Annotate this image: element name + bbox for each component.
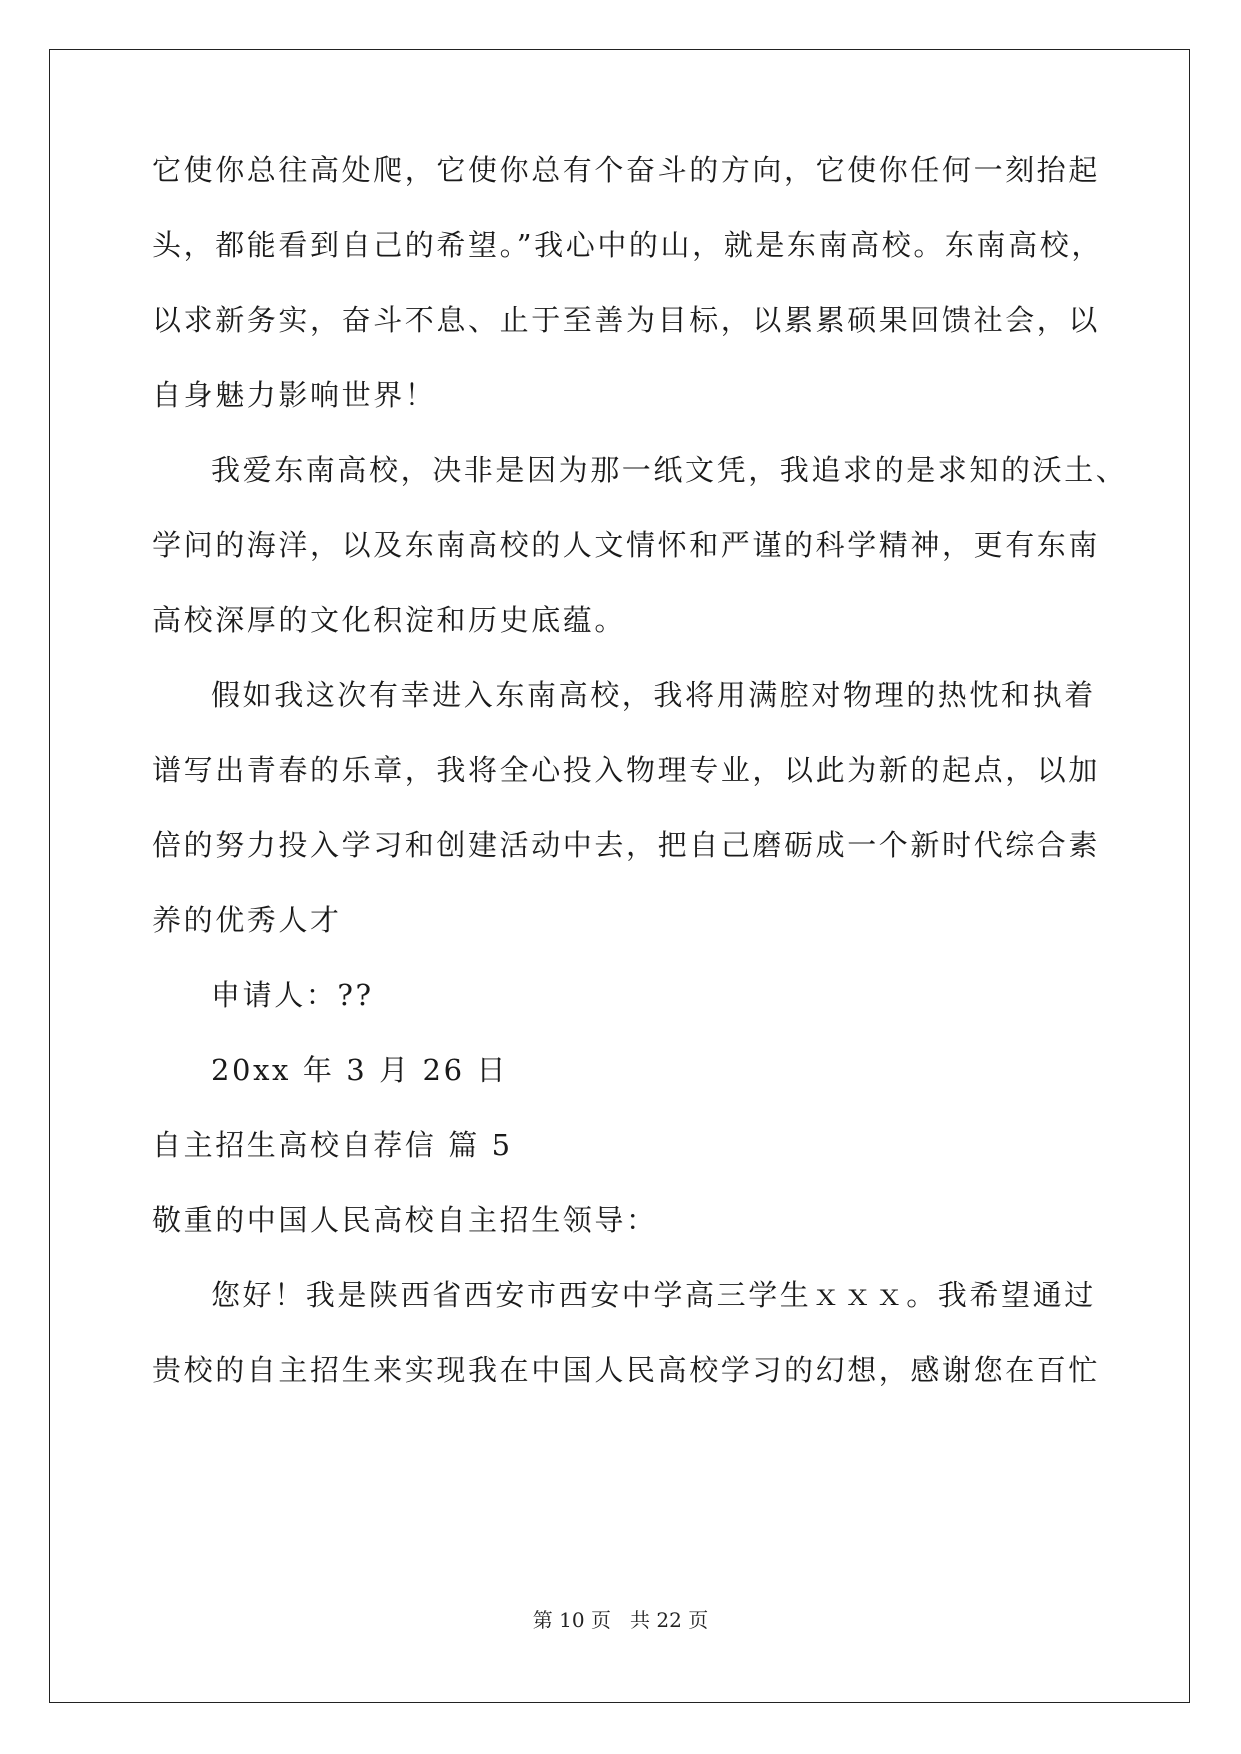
text-line: 学问的海洋，以及东南高校的人文情怀和严谨的科学精神，更有东南	[152, 528, 1101, 562]
section-heading: 自主招生高校自荐信 篇 5	[152, 1128, 513, 1162]
text-line: 倍的努力投入学习和创建活动中去，把自己磨砺成一个新时代综合素	[152, 828, 1101, 862]
text-line: 它使你总往高处爬，它使你总有个奋斗的方向，它使你任何一刻抬起	[152, 153, 1101, 187]
page-number: 第 10 页 共 22 页	[532, 1608, 709, 1632]
text-line: 以求新务实，奋斗不息、止于至善为目标，以累累硕果回馈社会，以	[152, 303, 1101, 337]
salutation: 敬重的中国人民高校自主招生领导：	[152, 1203, 658, 1237]
applicant-line: 申请人：??	[211, 978, 374, 1012]
page-footer	[0, 1608, 1241, 1632]
text-line: 自身魅力影响世界！	[152, 378, 437, 412]
text-line: 贵校的自主招生来实现我在中国人民高校学习的幻想，感谢您在百忙	[152, 1353, 1101, 1387]
text-line: 谱写出青春的乐章，我将全心投入物理专业，以此为新的起点，以加	[152, 753, 1101, 787]
page-border	[49, 49, 1190, 1703]
text-line: 头，都能看到自己的希望。”我心中的山，就是东南高校。东南高校，	[152, 228, 1103, 262]
text-line: 假如我这次有幸进入东南高校，我将用满腔对物理的热忱和执着	[211, 678, 1096, 712]
date-line: 20xx 年 3 月 26 日	[211, 1053, 509, 1087]
text-line: 养的优秀人才	[152, 903, 342, 937]
text-line: 高校深厚的文化积淀和历史底蕴。	[152, 603, 627, 637]
text-line: 我爱东南高校，决非是因为那一纸文凭，我追求的是求知的沃土、	[211, 453, 1128, 487]
text-line: 您好！我是陕西省西安市西安中学高三学生ｘｘｘ。我希望通过	[211, 1278, 1096, 1312]
